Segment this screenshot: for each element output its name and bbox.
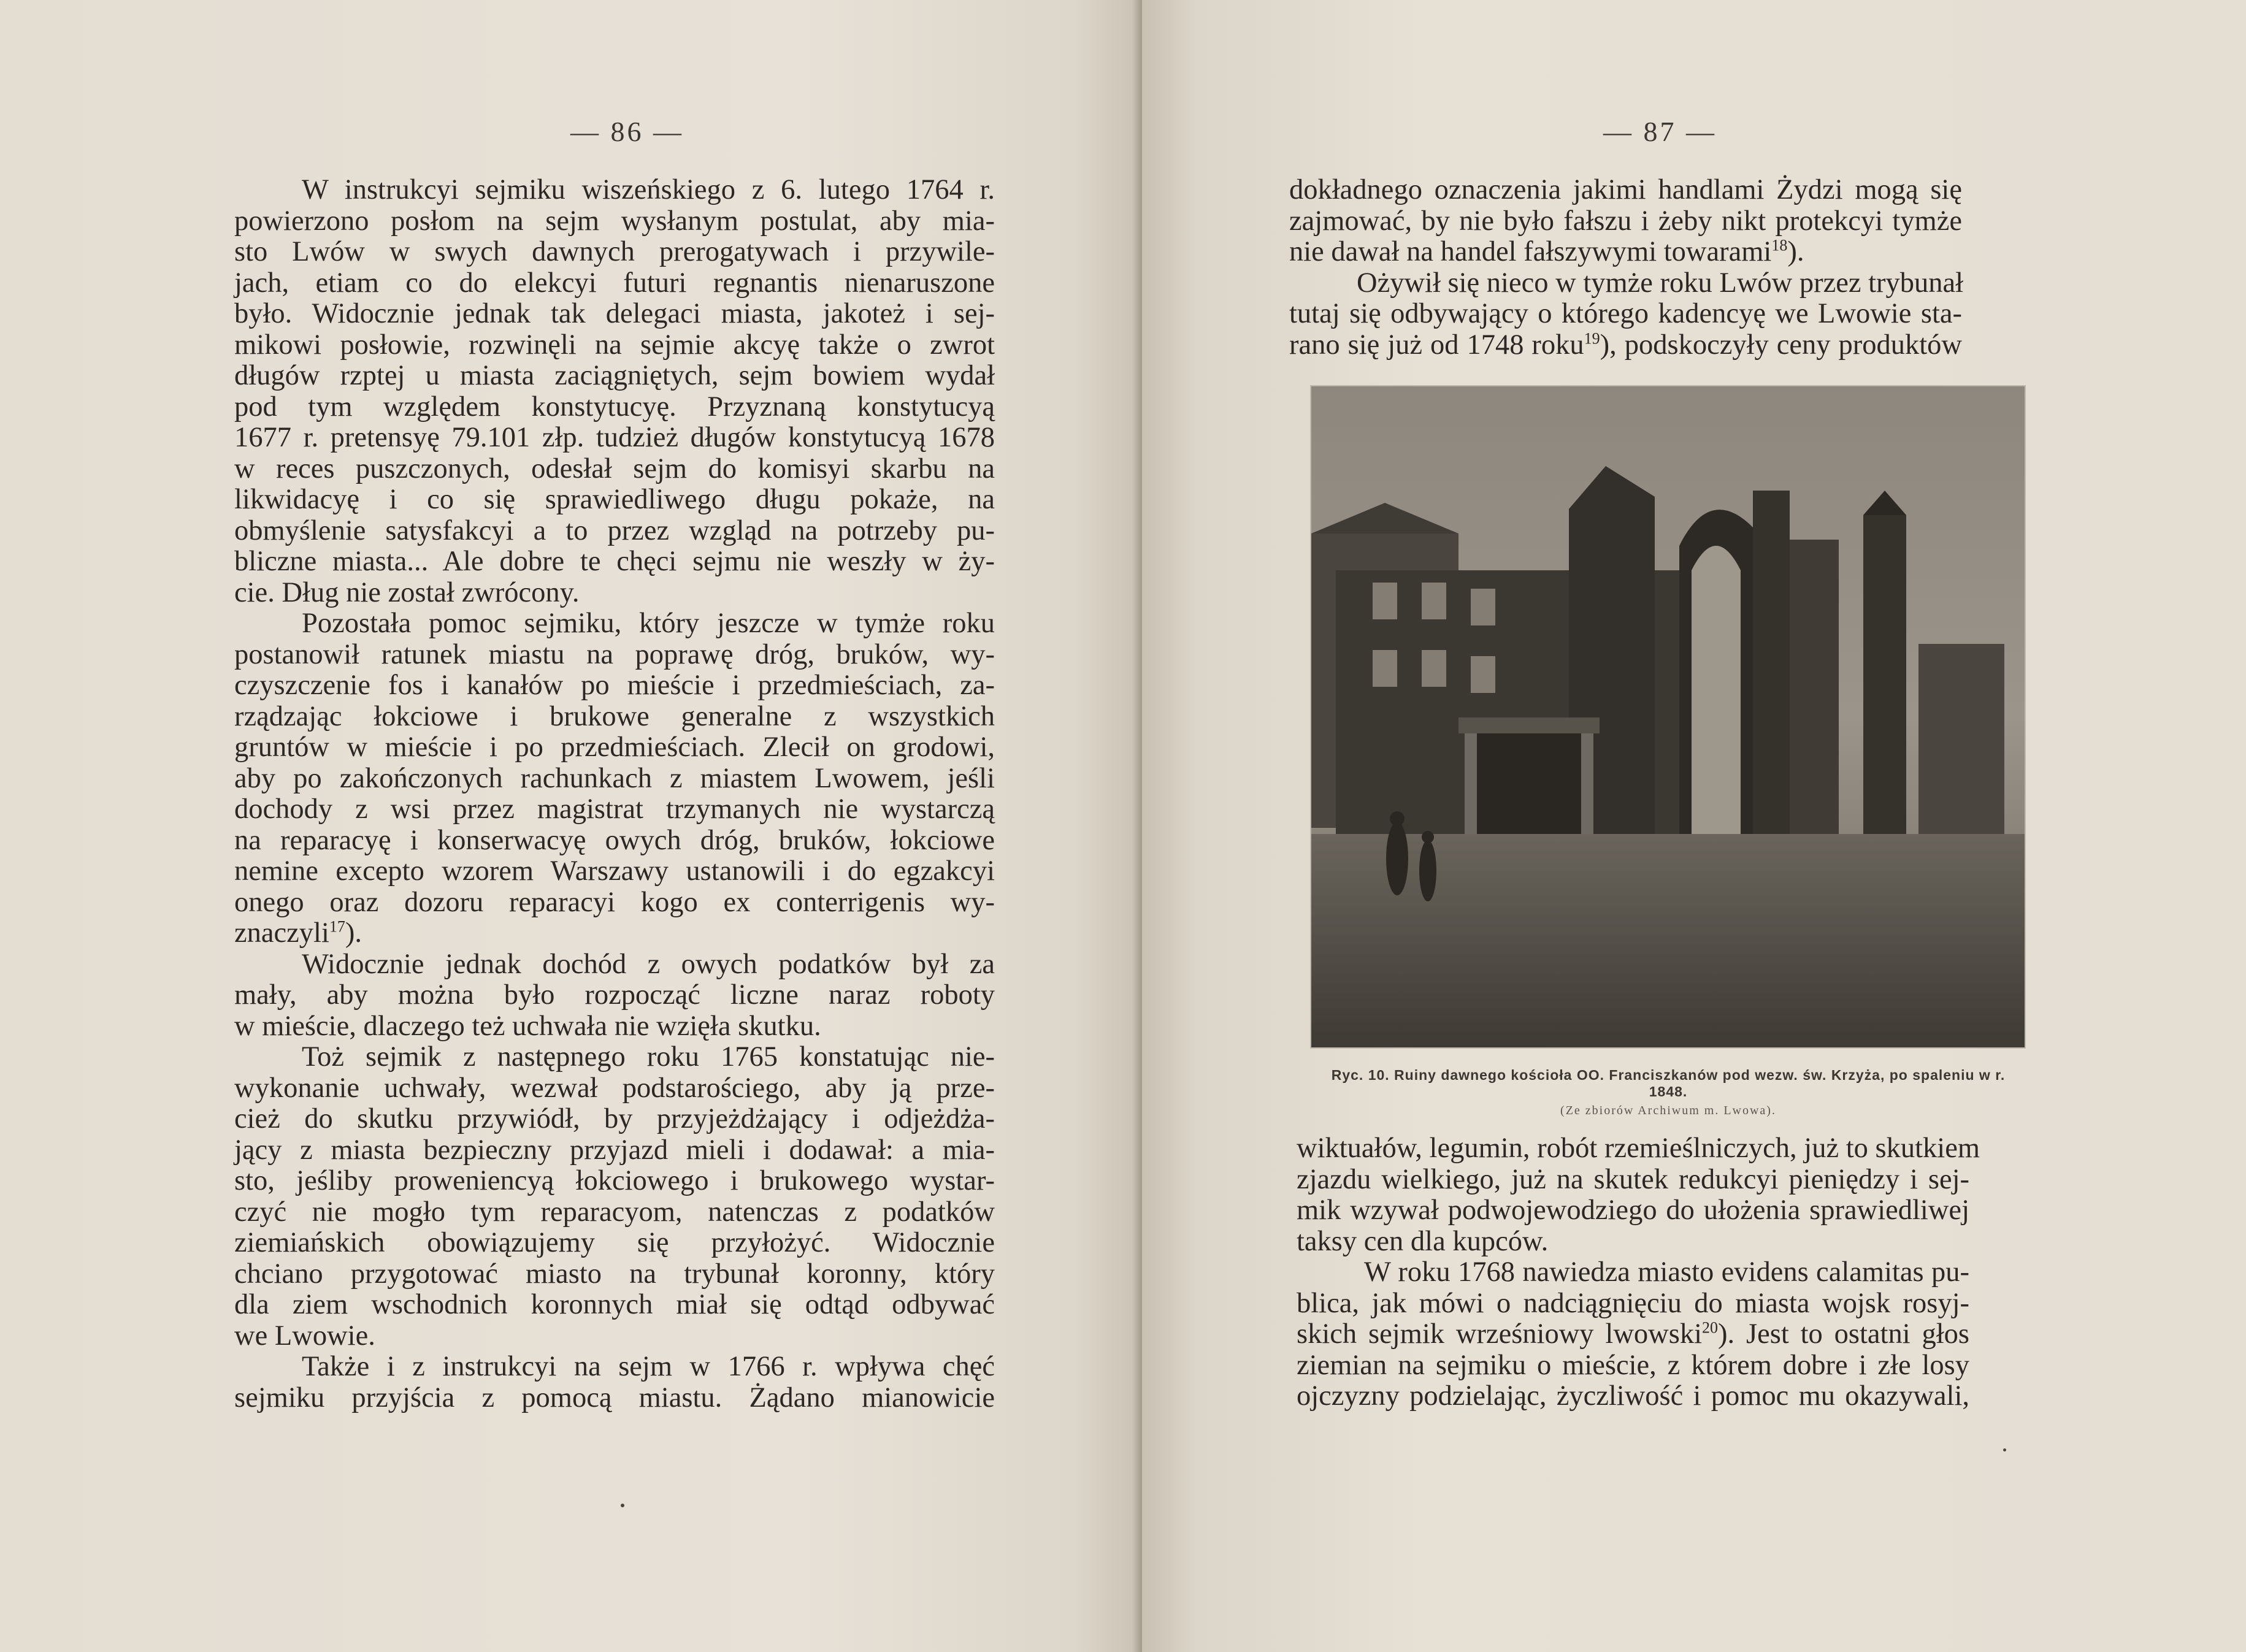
page-number-right: — 87 — xyxy=(1603,116,1717,147)
figure-caption-source: (Ze zbiorów Archiwum m. Lwowa). xyxy=(1560,1104,1776,1117)
text-line-content: wykonanie uchwały, wezwał podstarościego, aby ją prze- xyxy=(234,1072,995,1104)
text-line xyxy=(1297,1164,1969,1196)
text-line xyxy=(234,484,995,516)
text-line-content: rano się już od 1748 roku xyxy=(1289,329,1584,361)
text-line xyxy=(234,1135,995,1166)
footnote-marker: 17 xyxy=(329,917,345,936)
text-line-content: czyszczenie fos i kanałów po mieście i przedmieściach, za- xyxy=(234,670,995,701)
text-line xyxy=(234,578,995,609)
text-line-tail: ). xyxy=(1787,236,1804,267)
text-line xyxy=(1289,206,1962,237)
text-line xyxy=(234,1073,995,1104)
text-line xyxy=(234,392,995,423)
text-line-content: likwidacyę i co się sprawiedliwego długu pokaże, na xyxy=(234,484,995,515)
text-line xyxy=(1297,1381,1969,1412)
text-line xyxy=(234,1290,995,1321)
text-line xyxy=(234,1042,995,1073)
text-line-content: rządzając łokciowe i brukowe generalne z wszystkich xyxy=(234,700,995,732)
text-line xyxy=(234,1383,995,1414)
footnote-marker: 19 xyxy=(1584,329,1600,347)
right-page-text-bottom xyxy=(1297,1133,1980,1412)
text-line-content: skich sejmik wrześniowy lwowski xyxy=(1297,1318,1703,1350)
text-line-content: Ożywił się nieco w tymże roku Lwów przez trybunał xyxy=(1357,267,1964,299)
text-line xyxy=(234,856,995,887)
text-line-content: zajmować, by nie było fałszu i żeby nikt protekcyi tymże xyxy=(1289,205,1962,237)
text-line xyxy=(234,887,995,919)
text-line-content: we Lwowie. xyxy=(234,1320,375,1352)
text-line xyxy=(234,949,995,981)
text-line-content: aby po zakończonych rachunkach z miastem Lwowem, jeśli xyxy=(234,762,995,794)
text-line-tail: ). Jest to ostatni głos xyxy=(1718,1318,1969,1350)
text-line xyxy=(234,702,995,733)
page-number-left: — 86 — xyxy=(570,116,684,147)
text-line-content: Pozostała pomoc sejmiku, który jeszcze w tymże roku xyxy=(302,608,995,639)
text-line-content: jący z miasta bezpieczny przyjazd mieli i dodawał: a mia- xyxy=(234,1134,995,1166)
text-line-content: tutaj się odbywający o którego kadencyę we Lwowie sta- xyxy=(1289,298,1962,329)
text-line-content: powierzono posłom na sejm wysłanym postulat, aby mia- xyxy=(234,205,995,237)
figure-caption-title: Ryc. 10. Ruiny dawnego kościoła OO. Franciszkanów pod wezw. św. Krzyża, po spaleniu w r. 1848. xyxy=(1331,1067,2006,1099)
text-line-content: W roku 1768 nawiedza miasto evidens calamitas pu- xyxy=(1364,1256,1969,1288)
text-line xyxy=(1297,1257,1969,1288)
text-line-content: mik wzywał podwojewodziego do ułożenia sprawiedliwej xyxy=(1297,1195,1969,1226)
text-line xyxy=(1289,175,1962,206)
text-line-content: mikowi posłowie, rozwinęli na sejmie akcyę także o zwrot xyxy=(234,329,995,361)
text-line-content: Widocznie jednak dochód z owych podatków był za xyxy=(302,948,995,980)
text-line-content: wiktuałów, legumin, robót rzemieślniczych, już to skutkiem xyxy=(1297,1133,1980,1164)
text-line-content: cież do skutku przywiódł, by przyjeżdżający i odjeżdża- xyxy=(234,1103,995,1134)
text-line-content: bliczne miasta... Ale dobre te chęci sejmu nie weszły w ży- xyxy=(234,546,995,577)
text-line-content: ojczyzny podzielając, życzliwość i pomoc mu okazywali, xyxy=(1297,1380,1969,1412)
text-line xyxy=(234,516,995,547)
text-line xyxy=(234,640,995,671)
text-line-content: sto Lwów w swych dawnych prerogatywach i przywile- xyxy=(234,236,995,267)
text-line xyxy=(1289,237,1962,268)
text-line xyxy=(234,546,995,578)
text-line xyxy=(234,1352,995,1383)
text-line-content: nemine excepto wzorem Warszawy ustanowili i do egzakcyi xyxy=(234,855,995,887)
text-line xyxy=(234,454,995,485)
text-line-content: Także i z instrukcyi na sejm w 1766 r. wpływa chęć xyxy=(302,1351,995,1382)
text-line xyxy=(234,361,995,392)
text-line-content: W instrukcyi sejmiku wiszeńskiego z 6. lutego 1764 r. xyxy=(302,174,995,205)
text-line-content: znaczyli xyxy=(234,917,329,949)
text-line xyxy=(1297,1226,1969,1258)
text-line xyxy=(234,1166,995,1197)
text-line-content: postanowił ratunek miastu na poprawę dróg, bruków, wy- xyxy=(234,638,995,670)
footnote-marker: 20 xyxy=(1702,1318,1719,1337)
text-line xyxy=(1289,330,1962,361)
text-line-content: jach, etiam co do elekcyi futuri regnantis nienaruszone xyxy=(234,267,995,299)
text-line-content: taksy cen dla kupców. xyxy=(1297,1225,1549,1257)
text-line xyxy=(234,330,995,361)
text-line xyxy=(234,1321,995,1352)
text-line-content: gruntów w mieście i po przedmieściach. Zlecił on grodowi, xyxy=(234,732,995,763)
text-line xyxy=(234,794,995,825)
text-line xyxy=(1297,1133,1980,1164)
text-line xyxy=(234,299,995,330)
text-line-tail: ). xyxy=(345,917,362,949)
text-line-content: dla ziem wschodnich koronnych miał się odtąd odbywać xyxy=(234,1289,995,1320)
text-line xyxy=(234,1104,995,1135)
text-line xyxy=(234,1228,995,1259)
text-line-content: dochody z wsi przez magistrat trzymanych nie wystarczą xyxy=(234,793,995,825)
text-line-content: dokładnego oznaczenia jakimi handlami Żydzi mogą się xyxy=(1289,174,1962,205)
text-line-content: sejmiku przyjścia z pomocą miastu. Żądano mianowicie xyxy=(234,1382,995,1413)
text-line xyxy=(1297,1195,1969,1226)
text-line xyxy=(234,763,995,795)
figure-caption xyxy=(1313,1067,2024,1118)
text-line-content: onego oraz dozoru reparacyi kogo ex conterrigenis wy- xyxy=(234,886,995,918)
text-line-content: chciano przygotować miasto na trybunał koronny, który xyxy=(234,1258,995,1290)
text-line-content: ziemiańskich obowiązujemy się przyłożyć. Widocznie xyxy=(234,1227,995,1258)
left-page-text xyxy=(234,175,995,1413)
text-line xyxy=(234,670,995,702)
text-line xyxy=(234,608,995,640)
text-line-content: mały, aby można było rozpocząć liczne naraz roboty xyxy=(234,979,995,1011)
text-line-content: sto, jeśliby proweniencyą łokciowego i brukowego wystar- xyxy=(234,1165,995,1196)
text-line xyxy=(234,918,995,949)
text-line xyxy=(234,980,995,1011)
church-ruins-illustration xyxy=(1311,386,2025,1047)
ink-speck xyxy=(621,1504,624,1507)
text-line-content: Toż sejmik z następnego roku 1765 konstatując nie- xyxy=(302,1041,995,1073)
text-line xyxy=(234,1197,995,1228)
text-line xyxy=(234,175,995,206)
text-line-content: blica, jak mówi o nadciągnięciu do miasta wojsk rosyj- xyxy=(1297,1287,1969,1319)
text-line-content: obmyślenie satysfakcyi a to przez wzgląd na potrzeby pu- xyxy=(234,514,995,546)
text-line-content: w mieście, dlaczego też uchwała nie wzięła skutku. xyxy=(234,1010,821,1042)
text-line-content: na reparacyę i konserwacyę owych dróg, bruków, łokciowe xyxy=(234,824,995,856)
text-line xyxy=(234,268,995,299)
right-page-text-top xyxy=(1289,175,1962,361)
text-line-content: w reces puszczonych, odesłał sejm do komisyi skarbu na xyxy=(234,453,995,484)
text-line xyxy=(1289,299,1962,330)
text-line xyxy=(234,732,995,763)
text-line-content: ziemian na sejmiku o mieście, z którem dobre i złe losy xyxy=(1297,1349,1969,1381)
figure-church-ruins xyxy=(1310,385,2026,1049)
text-line-content: zjazdu wielkiego, już na skutek redukcyi pieniędzy i sej- xyxy=(1297,1163,1969,1195)
text-line xyxy=(234,206,995,237)
text-line xyxy=(234,1259,995,1290)
text-line xyxy=(234,825,995,857)
text-line-content: cie. Dług nie został zwrócony. xyxy=(234,576,580,608)
text-line xyxy=(234,1011,995,1042)
text-line xyxy=(1297,1350,1969,1382)
text-line xyxy=(1297,1319,1969,1350)
text-line-content: czyć nie mogło tym reparacyom, natenczas z podatków xyxy=(234,1196,995,1228)
text-line-content: długów rzptej u miasta zaciągniętych, sejm bowiem wydał xyxy=(234,360,995,391)
text-line xyxy=(234,423,995,454)
text-line-content: nie dawał na handel fałszywymi towarami xyxy=(1289,236,1772,267)
text-line-tail: ), podskoczyły ceny produktów xyxy=(1600,329,1962,361)
ink-speck xyxy=(2003,1448,2006,1451)
text-line-content: było. Widocznie jednak tak delegaci miasta, jakoteż i sej- xyxy=(234,298,995,329)
text-line-content: 1677 r. pretensyę 79.101 złp. tudzież długów konstytucyą 1678 xyxy=(234,422,995,453)
footnote-marker: 18 xyxy=(1771,236,1788,254)
text-line xyxy=(234,237,995,268)
text-line-content: pod tym względem konstytucyę. Przyznaną konstytucyą xyxy=(234,391,995,423)
text-line xyxy=(1289,268,1962,299)
text-line xyxy=(1297,1288,1969,1320)
